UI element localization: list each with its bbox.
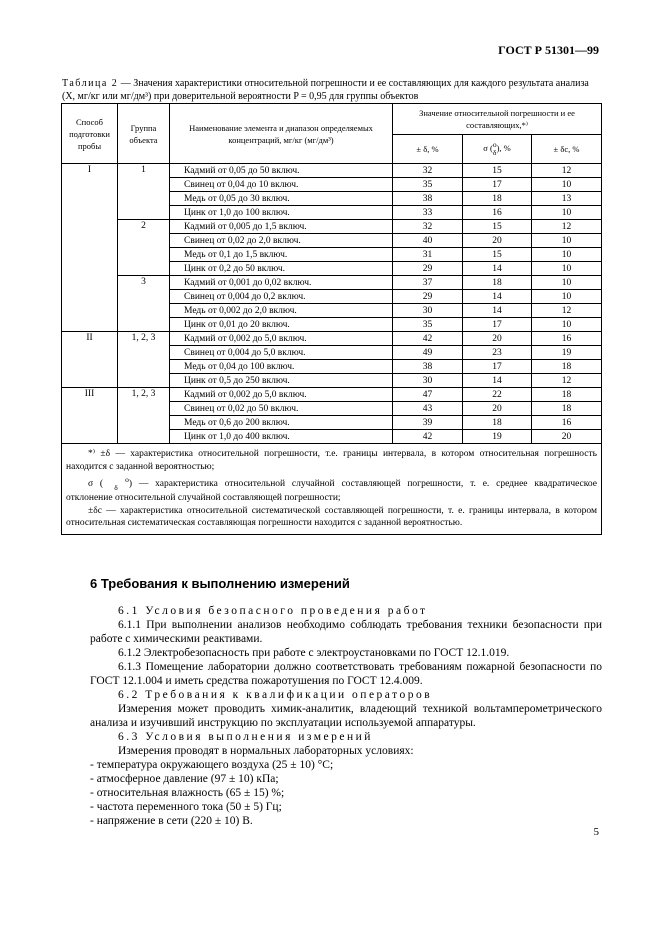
deltac-cell: 16	[532, 332, 602, 346]
condition-item: - относительная влажность (65 ± 15) %;	[90, 787, 285, 799]
deltac-cell: 10	[532, 290, 602, 304]
group-cell: 1, 2, 3	[118, 388, 170, 444]
deltac-cell: 10	[532, 248, 602, 262]
name-cell: Свинец от 0,04 до 10 включ.	[170, 178, 393, 192]
header-sigma-num: о	[492, 140, 497, 149]
footnote-deltac: ±δc — характеристика относительной систематической составляющей погрешности, т. е. границы интервала, в котором относительная систематическая составляющая погрешности находится с заданной вероятностью.	[66, 505, 597, 528]
error-table	[61, 103, 602, 535]
header-deltac: ± δc, %	[532, 135, 602, 164]
name-cell: Кадмий от 0,005 до 1,5 включ.	[170, 220, 393, 234]
deltac-cell: 10	[532, 276, 602, 290]
header-sigma	[463, 135, 532, 164]
header-sigma-prefix: σ (	[483, 142, 493, 153]
delta-cell: 42	[393, 332, 463, 346]
deltac-cell: 12	[532, 220, 602, 234]
deltac-cell: 12	[532, 304, 602, 318]
header-delta: ± δ, %	[393, 135, 463, 164]
name-cell: Медь от 0,05 до 30 включ.	[170, 192, 393, 206]
delta-cell: 38	[393, 192, 463, 206]
delta-cell: 29	[393, 290, 463, 304]
name-cell: Медь от 0,04 до 100 включ.	[170, 360, 393, 374]
name-cell: Свинец от 0,02 до 50 включ.	[170, 402, 393, 416]
delta-cell: 42	[393, 430, 463, 444]
sigma-cell: 19	[463, 430, 532, 444]
delta-cell: 31	[393, 248, 463, 262]
deltac-cell: 10	[532, 318, 602, 332]
deltac-cell: 13	[532, 192, 602, 206]
paragraph-6-1-2: 6.1.2 Электробезопасность при работе с электроустановками по ГОСТ 12.1.019.	[118, 647, 510, 659]
delta-cell: 40	[393, 234, 463, 248]
delta-cell: 30	[393, 304, 463, 318]
deltac-cell: 19	[532, 346, 602, 360]
condition-item: - частота переменного тока (50 ± 5) Гц;	[90, 801, 282, 813]
method-cell: I	[62, 164, 118, 332]
sigma-cell: 15	[463, 220, 532, 234]
deltac-cell: 18	[532, 402, 602, 416]
name-cell: Кадмий от 0,001 до 0,02 включ.	[170, 276, 393, 290]
condition-item: - температура окружающего воздуха (25 ± 10) °С;	[90, 759, 334, 771]
header-sigma-den: δ	[492, 148, 497, 157]
name-cell: Свинец от 0,004 до 5,0 включ.	[170, 346, 393, 360]
table-caption-text: — Значения характеристики относительной погрешности и ее составляющих для каждого результата анализа (X, мг/кг или мг/дм³) при доверительной вероятности P = 0,95 для группы объектов	[62, 78, 589, 102]
header-group: Группа объекта	[118, 104, 170, 164]
deltac-cell: 12	[532, 374, 602, 388]
sigma-cell: 15	[463, 164, 532, 178]
name-cell: Кадмий от 0,002 до 5,0 включ.	[170, 332, 393, 346]
name-cell: Цинк от 1,0 до 400 включ.	[170, 430, 393, 444]
method-cell: III	[62, 388, 118, 444]
sigma-cell: 20	[463, 402, 532, 416]
sigma-cell: 17	[463, 178, 532, 192]
footnote-sigma-fraction	[103, 476, 129, 492]
table-footnote	[62, 444, 602, 535]
deltac-cell: 16	[532, 416, 602, 430]
delta-cell: 30	[393, 374, 463, 388]
sigma-cell: 17	[463, 318, 532, 332]
condition-item: - напряжение в сети (220 ± 10) В.	[90, 815, 253, 827]
group-cell: 1, 2, 3	[118, 332, 170, 388]
name-cell: Медь от 0,1 до 1,5 включ.	[170, 248, 393, 262]
name-cell: Цинк от 0,01 до 20 включ.	[170, 318, 393, 332]
subsection-6-3-title: 6.3 Условия выполнения измерений	[118, 731, 373, 743]
subsection-6-2-title: 6.2 Требования к квалификации операторов	[118, 689, 433, 701]
paragraph-6-3: Измерения проводят в нормальных лабораторных условиях:	[118, 745, 414, 757]
sigma-cell: 17	[463, 360, 532, 374]
subsection-6-1-title: 6.1 Условия безопасного проведения работ	[118, 605, 428, 617]
document-code: ГОСТ Р 51301—99	[498, 43, 599, 57]
sigma-cell: 16	[463, 206, 532, 220]
group-cell: 2	[118, 220, 170, 276]
page-number: 5	[593, 826, 599, 838]
paragraph-6-2: Измерения может проводить химик-аналитик, владеющий техникой вольтамперометрического анализа и изучивший инструкцию по эксплуатации используемой аппаратуры.	[90, 703, 602, 729]
deltac-cell: 10	[532, 206, 602, 220]
paragraph-6-1-1: 6.1.1 При выполнении анализов необходимо соблюдать требования техники безопасности при работе с химическими реактивами.	[90, 619, 602, 645]
table-caption	[62, 77, 602, 103]
sigma-cell: 23	[463, 346, 532, 360]
delta-cell: 39	[393, 416, 463, 430]
name-cell: Кадмий от 0,002 до 5,0 включ.	[170, 388, 393, 402]
sigma-cell: 20	[463, 332, 532, 346]
name-cell: Цинк от 1,0 до 100 включ.	[170, 206, 393, 220]
sigma-cell: 20	[463, 234, 532, 248]
name-cell: Свинец от 0,02 до 2,0 включ.	[170, 234, 393, 248]
paragraph-6-1-3: 6.1.3 Помещение лаборатории должно соответствовать требованиям пожарной безопасности по ГОСТ 12.1.004 и иметь средства пожаротушения по ГОСТ 12.4.009.	[90, 661, 602, 687]
name-cell: Медь от 0,6 до 200 включ.	[170, 416, 393, 430]
footnote-delta: *⁾ ±δ — характеристика относительной погрешности, т.е. границы интервала, в котором относительная погрешность находится с заданной вероятностью;	[66, 449, 597, 472]
condition-item: - атмосферное давление (97 ± 10) кПа;	[90, 773, 279, 785]
delta-cell: 35	[393, 318, 463, 332]
delta-cell: 47	[393, 388, 463, 402]
delta-cell: 43	[393, 402, 463, 416]
footnote-sigma	[66, 476, 597, 505]
sigma-cell: 18	[463, 276, 532, 290]
name-cell: Кадмий от 0,05 до 50 включ.	[170, 164, 393, 178]
sigma-cell: 14	[463, 290, 532, 304]
delta-cell: 38	[393, 360, 463, 374]
method-cell: II	[62, 332, 118, 388]
footnote-sigma-prefix: σ (	[88, 479, 104, 490]
deltac-cell: 12	[532, 164, 602, 178]
delta-cell: 32	[393, 220, 463, 234]
section-title: 6 Требования к выполнению измерений	[90, 576, 350, 591]
table-label: Таблица 2	[62, 78, 119, 89]
footnote-sigma-num: о	[125, 475, 129, 484]
header-values: Значение относительной погрешности и ее составляющих,*⁾	[393, 104, 602, 135]
footnote-sigma-text: ) — характеристика относительной случайной составляющей погрешности, т. е. среднее квадратическое отклонение относительной случайной составляющей погрешности;	[66, 479, 597, 503]
delta-cell: 49	[393, 346, 463, 360]
delta-cell: 33	[393, 206, 463, 220]
name-cell: Медь от 0,002 до 2,0 включ.	[170, 304, 393, 318]
deltac-cell: 10	[532, 178, 602, 192]
header-sigma-suffix: ), %	[496, 142, 511, 153]
section-body	[90, 604, 602, 828]
delta-cell: 37	[393, 276, 463, 290]
sigma-cell: 14	[463, 374, 532, 388]
deltac-cell: 20	[532, 430, 602, 444]
delta-cell: 29	[393, 262, 463, 276]
group-cell: 3	[118, 276, 170, 332]
deltac-cell: 18	[532, 388, 602, 402]
name-cell: Цинк от 0,5 до 250 включ.	[170, 374, 393, 388]
sigma-cell: 22	[463, 388, 532, 402]
sigma-cell: 18	[463, 192, 532, 206]
name-cell: Цинк от 0,2 до 50 включ.	[170, 262, 393, 276]
header-name: Наименование элемента и диапазон определяемых концентраций, мг/кг (мг/дм³)	[170, 104, 393, 164]
deltac-cell: 10	[532, 262, 602, 276]
footnote-sigma-den: δ	[114, 483, 118, 492]
group-cell: 1	[118, 164, 170, 220]
deltac-cell: 10	[532, 234, 602, 248]
sigma-cell: 18	[463, 416, 532, 430]
name-cell: Свинец от 0,004 до 0,2 включ.	[170, 290, 393, 304]
sigma-cell: 14	[463, 304, 532, 318]
deltac-cell: 18	[532, 360, 602, 374]
delta-cell: 35	[393, 178, 463, 192]
delta-cell: 32	[393, 164, 463, 178]
sigma-cell: 14	[463, 262, 532, 276]
header-method: Способ подготовки пробы	[62, 104, 118, 164]
sigma-cell: 15	[463, 248, 532, 262]
